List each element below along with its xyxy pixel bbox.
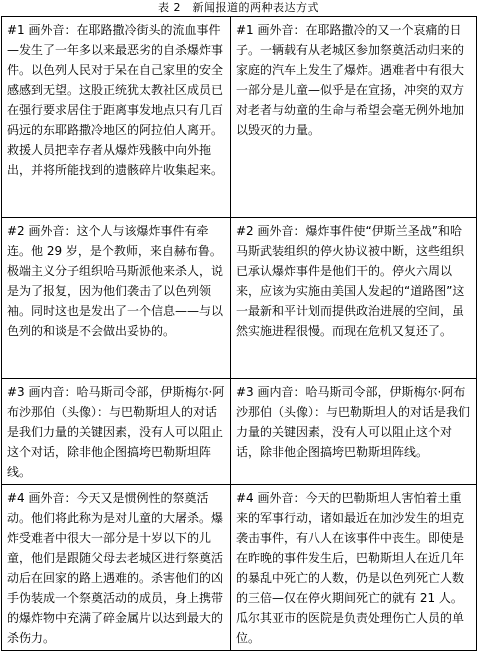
right-cell: #3 画内音：哈马斯司令部，伊斯梅尔·阿布沙那伯（头像）：与巴勒斯坦人的对话是我们力量的关键因素，没有人可以阻止这个对话，除非他企图搞垮巴勒斯坦阵线。	[231, 379, 477, 485]
left-cell: #2 画外音：这个人与该爆炸事件有牵连。他 29 岁，是个教师，来自赫布鲁。极端主义分子组织哈马斯派他来杀人，说是为了报复，因为他们袭击了以色列领袖。同时这也是发出了一个信息——与以色列的和谈是不会做出妥协的。	[2, 218, 231, 379]
table-row	[2, 379, 477, 485]
right-cell: #1 画外音：在耶路撒冷的又一个哀痛的日子。一辆载有从老城区参加祭奠活动归来的家庭的汽车上发生了爆炸。遇难者中有很大一部分是儿童—似乎是在宣扬，冲突的双方对老者与幼童的生命与希望会毫无例外地加以毁灭的力量。	[231, 17, 477, 218]
comparison-table	[1, 16, 477, 651]
table-row	[2, 17, 477, 218]
table-row	[2, 485, 477, 651]
left-cell: #4 画外音：今天又是惯例性的祭奠活动。他们将此称为是对儿童的大屠杀。爆炸受难者中很大一部分是十岁以下的儿童，他们是跟随父母去老城区进行祭奠活动后在回家的路上遇难的。杀害他们的凶手伪装成一个祭奠活动的成员，身上携带的爆炸物中充满了碎金属片以达到最大的杀伤力。	[2, 485, 231, 651]
table-caption: 表 2 新闻报道的两种表达方式	[158, 1, 319, 14]
right-cell: #4 画外音：今天的巴勒斯坦人害怕着土重来的军事行动，诸如最近在加沙发生的坦克袭击事件，有八人在该事件中丧生。即使是在昨晚的事件发生后，巴勒斯坦人在近几年的暴乱中死亡的人数，仍是以色列死亡人数的三倍—仅在停火期间死亡的就有 21 人。瓜尔其亚市的医院是负责处理伤亡人员的单位。	[231, 485, 477, 651]
table-row	[2, 218, 477, 379]
left-cell: #1 画外音：在耶路撒冷街头的流血事件—发生了一年多以来最恶劣的自杀爆炸事件。以色列人民对于呆在自己家里的安全感感到无望。这股正统犹太教社区成员已在强行要求居住于距离事发地点只有几百码远的东耶路撒冷地区的阿拉伯人离开。救援人员把幸存者从爆炸残骸中向外拖出，并将所能找到的遗骸碎片收集起来。	[2, 17, 231, 218]
left-cell: #3 画内音：哈马斯司令部，伊斯梅尔·阿布沙那伯（头像）：与巴勒斯坦人的对话是我们力量的关键因素，没有人可以阻止这个对话，除非他企图搞垮巴勒斯坦阵线。	[2, 379, 231, 485]
right-cell: #2 画外音：爆炸事件使“伊斯兰圣战”和哈马斯武装组织的停火协议被中断，这些组织已承认爆炸事件是他们干的。停火六周以来，应该为实施由美国人发起的“道路图”这一最新和平计划而提供政治进展的空间，虽然实施进程很慢。而现在危机又复还了。	[231, 218, 477, 379]
